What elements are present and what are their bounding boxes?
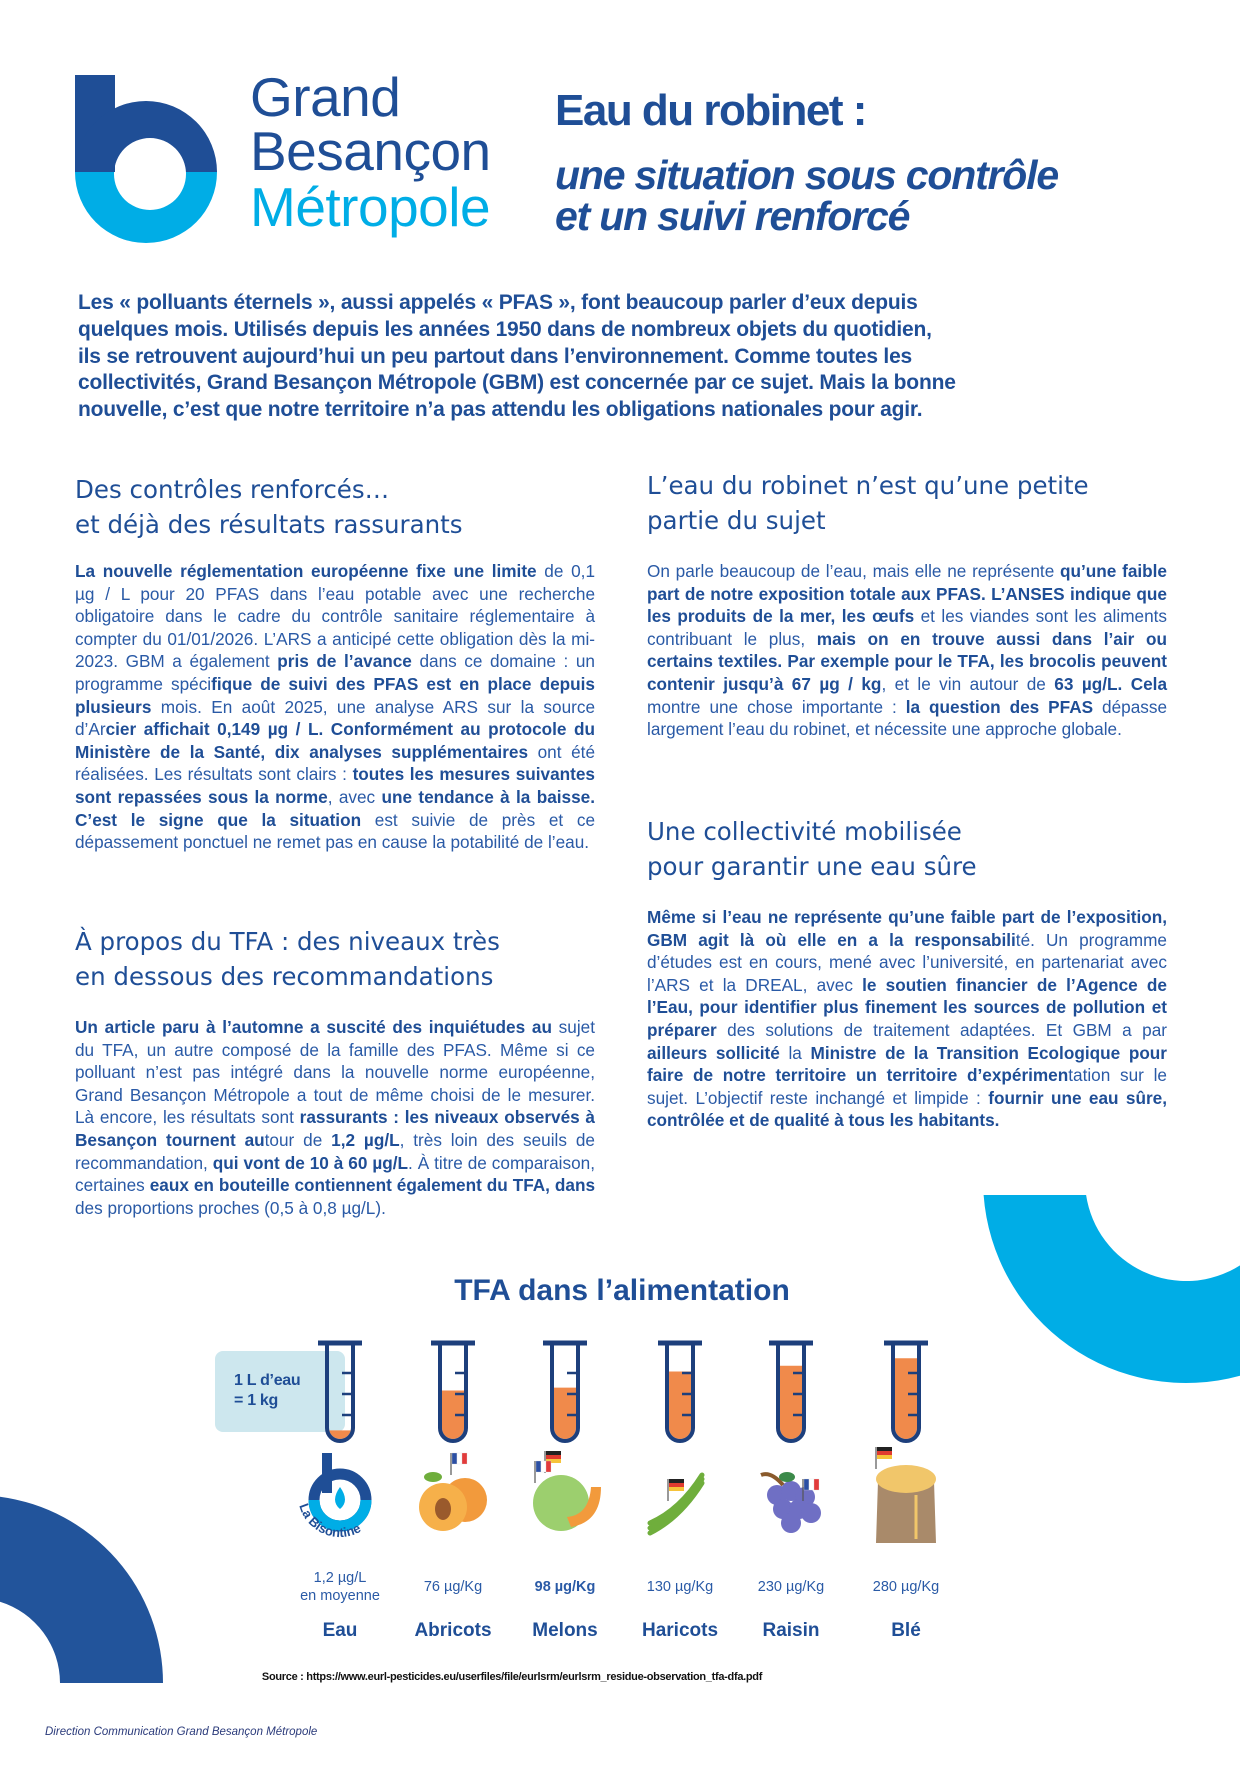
flag-de-icon xyxy=(877,1455,892,1459)
logo-text-metropole: Métropole xyxy=(250,176,491,238)
heading-line: et déjà des résultats rassurants xyxy=(75,510,463,539)
reference-line: 1 L d’eau xyxy=(234,1372,301,1389)
text: tation sur le sujet. L’objectif reste inchangé et limpide : xyxy=(647,1065,1167,1108)
flag-fr-icon xyxy=(541,1461,546,1472)
section-body xyxy=(647,906,1167,1132)
section-tfa xyxy=(75,924,595,1219)
section-collectivite xyxy=(647,814,1167,1132)
bold-text: qui vont de 10 à 60 µg/L xyxy=(212,1152,409,1173)
flag-de-icon xyxy=(546,1451,561,1455)
bold-text: mais on en trouve aussi dans l’air ou certains textiles. Par exemple pour le TFA, les brocolis peuvent contenir jusqu’à 67 µg / kg xyxy=(647,628,1167,694)
heading-line: À propos du TFA : des niveaux très xyxy=(75,927,500,956)
bold-text: le soutien financier de l’Agence de l’Eau, pour identifier plus finement les sources de pollution et préparer xyxy=(647,974,1167,1040)
text: On parle beaucoup de l’eau, mais elle ne représente xyxy=(647,561,1061,581)
bold-text: La nouvelle réglementation européenne fixe une limite xyxy=(75,561,537,581)
text: montre une chose importante : xyxy=(647,696,906,717)
text: de 0,1 µg / L pour 20 PFAS dans l’eau potable avec une recherche obligatoire dans le cadre du contrôle sanitaire réglementaire à compter du 01/01/2026. L’ARS a anticipé cette obligation dès la mi-2023. GBM a également xyxy=(75,561,595,672)
test-tubes xyxy=(0,1330,1240,1570)
text: ont été réalisées. Les résultats sont clairs : xyxy=(75,741,595,785)
food-label: Raisin xyxy=(762,1620,820,1641)
footer-credit: Direction Communication Grand Besançon Métropole xyxy=(45,1726,318,1738)
text: dans ce domaine : un programme spéci xyxy=(75,651,595,694)
intro-line: quelques mois. Utilisés depuis les années 1950 dans de nombreux objets du quotidien, xyxy=(78,317,932,341)
tube-fill xyxy=(780,1366,802,1439)
section-heading xyxy=(75,472,595,542)
test-tube-eau xyxy=(318,1343,362,1441)
bold-text: Même si l’eau ne représente qu’une faible part de l’exposition, GBM agit là où elle en a la responsabili xyxy=(647,907,1167,950)
flag-fr-icon xyxy=(462,1453,467,1464)
section-heading xyxy=(647,468,1167,538)
bold-text: Un article paru à l’automne a suscité des inquiétudes au xyxy=(75,1017,552,1037)
logo-text-grand: Grand xyxy=(250,66,401,128)
tfa-value xyxy=(620,1578,740,1596)
bold-text: ailleurs sollicité xyxy=(647,1042,780,1063)
value-text: 98 µg/Kg xyxy=(534,1579,596,1595)
heading-line: partie du sujet xyxy=(647,506,826,535)
tube-fill xyxy=(895,1358,917,1439)
flag-fr-icon xyxy=(536,1461,541,1472)
text: est suivie de près et ce dépassement ponctuel ne remet pas en cause la potabilité de l’eau. xyxy=(75,809,595,853)
tfa-value xyxy=(846,1578,966,1596)
food-label: Melons xyxy=(532,1620,598,1641)
text: , et le vin autour de xyxy=(881,673,1055,694)
bold-text: pris de l’avance xyxy=(277,651,412,672)
heading-line: L’eau du robinet n’est qu’une petite xyxy=(647,471,1089,500)
food-label: Blé xyxy=(891,1620,921,1641)
flag-de-icon xyxy=(877,1451,892,1455)
text: la xyxy=(779,1042,811,1063)
source-citation: Source : https://www.eurl-pesticides.eu/userfiles/file/eurlsrm/eurlsrm_residue-observation_tfa-dfa.pdf xyxy=(261,1671,763,1683)
section-controles xyxy=(75,472,595,854)
heading-line: Une collectivité mobilisée xyxy=(647,817,962,846)
text: mois. En août 2025, une analyse ARS sur la source d’Ar xyxy=(75,696,595,740)
bold-text: 63 µg/L. Cela xyxy=(1054,673,1167,694)
text: , très loin des seuils de recommandation, xyxy=(75,1129,595,1173)
logo-b-icon xyxy=(70,70,230,255)
bold-text: cier affichait 0,149 µg / L. Conformément au protocole du Ministère de la Santé, dix analyses supplémentaires xyxy=(75,719,595,762)
page-subtitle-line1: une situation sous contrôle xyxy=(555,152,1058,198)
bold-text: rassurants : les niveaux observés à Besançon tournent au xyxy=(75,1107,595,1150)
heading-line: pour garantir une eau sûre xyxy=(647,852,977,881)
value-text: 230 µg/Kg xyxy=(757,1579,825,1595)
flag-fr-icon xyxy=(814,1479,819,1490)
section-body xyxy=(75,1016,595,1219)
value-text: 280 µg/Kg xyxy=(872,1579,940,1595)
section-body xyxy=(75,560,595,854)
bold-text: toutes les mesures suivantes sont repassées sous la norme xyxy=(75,764,595,807)
test-tube-melons xyxy=(543,1343,587,1441)
section-eau-robinet xyxy=(647,468,1167,741)
tube-outline xyxy=(327,1343,353,1441)
flag-de-icon xyxy=(669,1487,684,1491)
text: té. Un programme d’études est en cours, mené avec l’université, en partenariat avec l’ARS et la DREAL, avec xyxy=(647,929,1167,995)
apricot-icon xyxy=(419,1453,487,1531)
flag-de-icon xyxy=(669,1479,684,1483)
la-bisontine-logo xyxy=(296,1453,382,1540)
tfa-value xyxy=(505,1578,625,1596)
bold-text: 1,2 µg/L xyxy=(331,1129,400,1150)
bold-text: la question des PFAS xyxy=(905,696,1094,717)
reference-line: = 1 kg xyxy=(234,1392,279,1409)
grapes-icon xyxy=(761,1472,821,1533)
svg-text:La Bisontine: La Bisontine xyxy=(296,1501,364,1541)
logo-text-besancon: Besançon xyxy=(250,120,491,182)
section-body xyxy=(647,560,1167,741)
intro-paragraph xyxy=(78,290,1158,424)
intro-line: Les « polluants éternels », aussi appelés « PFAS », font beaucoup parler d’eux depuis xyxy=(78,291,918,314)
intro-line: collectivités, Grand Besançon Métropole (GBM) est concernée par ce sujet. Mais la bonne xyxy=(78,371,956,395)
text: des proportions proches (0,5 à 0,8 µg/L). xyxy=(75,1197,386,1218)
food-label: Abricots xyxy=(414,1620,492,1641)
tfa-value xyxy=(280,1569,400,1605)
text: et les viandes sont les aliments contribuant le plus, xyxy=(647,606,1167,649)
page-subtitle-line2: et un suivi renforcé xyxy=(555,193,910,239)
page-title: Eau du robinet : xyxy=(555,86,866,135)
test-tube-blé xyxy=(884,1343,928,1441)
text: des solutions de traitement adaptées. Et GBM a par xyxy=(716,1019,1167,1040)
section-heading xyxy=(75,924,595,994)
tube-fill xyxy=(554,1388,576,1439)
bold-text: une tendance à la baisse. C’est le signe que la situation xyxy=(75,786,595,830)
green-beans-icon xyxy=(650,1475,702,1533)
bold-text: qu’une faible part de notre exposition totale aux PFAS. L’ANSES indique que les produits de la mer, les œufs xyxy=(647,561,1167,627)
heading-line: en dessous des recommandations xyxy=(75,962,494,991)
bold-text: fournir une eau sûre, contrôlée et de qualité à tous les habitants. xyxy=(647,1087,1168,1131)
value-note: en moyenne xyxy=(300,1588,380,1604)
infographic-title: TFA dans l’alimentation xyxy=(454,1274,790,1307)
test-tube-raisin xyxy=(769,1343,813,1441)
bold-text: fique de suivi des PFAS est en place depuis plusieurs xyxy=(75,673,595,717)
bold-text: Ministre de la Transition Ecologique pour faire de notre territoire un territoire d’expérimen xyxy=(647,1042,1167,1086)
tfa-value xyxy=(393,1578,513,1596)
bold-text: eaux en bouteille contiennent également du TFA, dans xyxy=(149,1175,595,1196)
food-label: Haricots xyxy=(641,1620,719,1641)
intro-line: ils se retrouvent aujourd’hui un peu partout dans l’environnement. Comme toutes les xyxy=(78,344,913,368)
food-label: Eau xyxy=(322,1620,358,1641)
tube-fill xyxy=(669,1372,691,1440)
heading-line: Des contrôles renforcés… xyxy=(75,475,390,504)
flag-fr-icon xyxy=(804,1479,809,1490)
value-text: 130 µg/Kg xyxy=(646,1579,714,1595)
section-heading xyxy=(647,814,1167,884)
flag-fr-icon xyxy=(457,1453,462,1464)
flag-de-icon xyxy=(669,1483,684,1487)
text: , avec xyxy=(327,786,382,807)
flag-de-icon xyxy=(877,1447,892,1451)
test-tube-abricots xyxy=(431,1343,475,1441)
text: dépasse largement l’eau du robinet, et nécessite une approche globale. xyxy=(647,696,1168,740)
flag-fr-icon xyxy=(452,1453,457,1464)
test-tube-haricots xyxy=(658,1343,702,1441)
wheat-sack-icon xyxy=(876,1447,936,1543)
tfa-value xyxy=(731,1578,851,1596)
value-text: 76 µg/Kg xyxy=(423,1579,483,1595)
flag-fr-icon xyxy=(809,1479,814,1490)
value-text: 1,2 µg/L xyxy=(313,1570,367,1586)
flag-de-icon xyxy=(546,1455,561,1459)
text: sujet du TFA, un autre composé de la famille des PFAS. Même si ce polluant n’est pas intégré dans la nouvelle norme européenne, Grand Besançon Métropole a tout de même choisi de le mesurer. Là encore, les résultats sont xyxy=(75,1017,595,1128)
text: tour de xyxy=(264,1129,332,1150)
text: . À titre de comparaison, certaines xyxy=(75,1152,595,1196)
intro-line: nouvelle, c’est que notre territoire n’a pas attendu les obligations nationales pour agir. xyxy=(78,398,923,422)
flag-fr-icon xyxy=(546,1461,551,1472)
melon-icon xyxy=(533,1451,601,1531)
